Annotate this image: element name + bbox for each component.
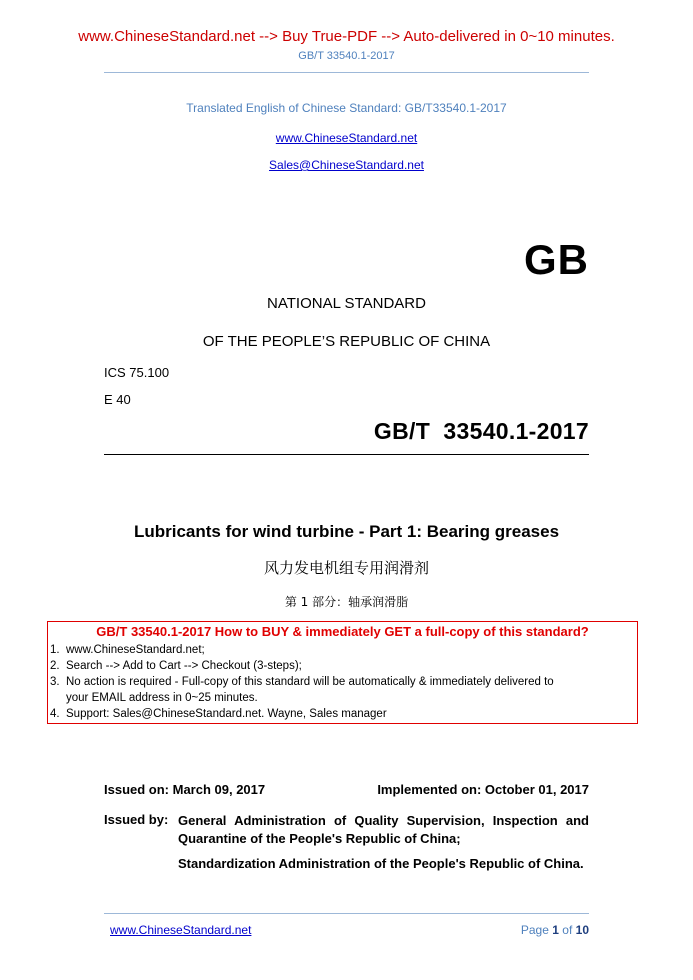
issued-by-label: Issued by: (104, 812, 169, 827)
ics-code: ICS 75.100 (104, 365, 170, 380)
part-title-chinese: 第 1 部分：轴承润滑脂 (284, 595, 409, 609)
issuer-sac: Standardization Administration of the People's Republic of China. (178, 856, 584, 871)
national-standard-heading: NATIONAL STANDARD (267, 295, 426, 312)
footer-site-link[interactable]: www.ChineseStandard.net (110, 923, 252, 937)
buy-step-3 (50, 676, 554, 688)
implemented-on-date: Implemented on: October 01, 2017 (377, 782, 589, 797)
step-text: Support: Sales@ChineseStandard.net. Wayne, Sales manager (66, 708, 387, 720)
step-text: Search --> Add to Cart --> Checkout (3-steps); (66, 660, 302, 672)
step-number: 4. (50, 708, 60, 720)
page-label: Page (520, 923, 549, 937)
buy-info-box (47, 621, 638, 724)
buy-step-4 (50, 708, 387, 720)
page-current: 1 (552, 923, 559, 937)
gb-logo: GB (524, 236, 589, 283)
page-indicator (521, 923, 589, 937)
title-english: Lubricants for wind turbine - Part 1: Bearing greases (133, 522, 560, 541)
buy-box-title: GB/T 33540.1-2017 How to BUY & immediately GET a full-copy of this standard? (96, 624, 589, 639)
step-number: 2. (50, 660, 60, 672)
issuer-aqsiq: General Administration of Quality Supervision, Inspection and Quarantine of the People's Republic of China; (178, 813, 589, 846)
email-link-wrap (0, 156, 693, 174)
step-text: No action is required - Full-copy of this standard will be automatically & immediately delivered to (66, 676, 554, 688)
buy-step-1 (50, 644, 205, 656)
site-link[interactable]: www.ChineseStandard.net (275, 131, 418, 145)
issued-on-date: Issued on: March 09, 2017 (104, 782, 266, 797)
buy-step-2 (50, 660, 302, 672)
email-link[interactable]: Sales@ChineseStandard.net (269, 158, 424, 172)
site-link-wrap (0, 129, 693, 147)
step-number: 1. (50, 644, 60, 656)
translated-note: Translated English of Chinese Standard: GB/T33540.1-2017 (186, 101, 507, 115)
standard-number-rule (104, 454, 589, 455)
country-heading: OF THE PEOPLE’S REPUBLIC OF CHINA (202, 333, 491, 350)
header-divider (104, 72, 589, 73)
step-text[interactable]: www.ChineseStandard.net; (66, 644, 205, 656)
title-chinese: 风力发电机组专用润滑剂 (263, 559, 429, 577)
page-total: 10 (575, 923, 589, 937)
classification-code: E 40 (104, 392, 131, 407)
standard-number: GB/T 33540.1-2017 (373, 418, 589, 444)
step-number: 3. (50, 676, 60, 688)
page-of: of (562, 923, 573, 937)
top-banner-text: www.ChineseStandard.net --> Buy True-PDF --> Auto-delivered in 0~10 minutes. (78, 28, 615, 45)
header-standard-code: GB/T 33540.1-2017 (298, 50, 395, 62)
footer-divider (104, 913, 589, 914)
buy-step-3-continued: your EMAIL address in 0~25 minutes. (66, 692, 258, 704)
